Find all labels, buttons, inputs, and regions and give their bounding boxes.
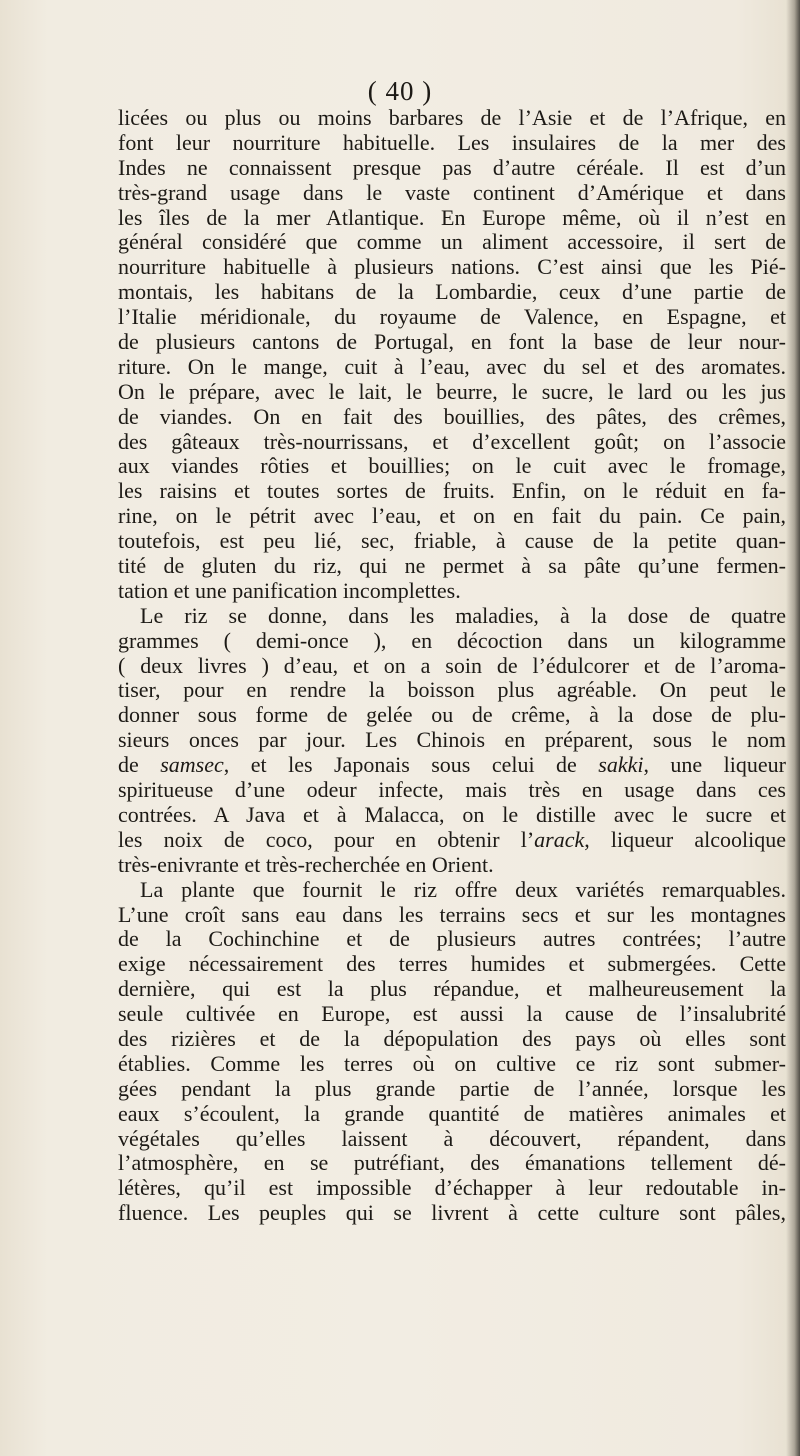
text-line: des gâteaux très-nourrissans, et d’excellent goût; on l’associe bbox=[118, 429, 786, 454]
text-line: tité de gluten du riz, qui ne permet à sa pâte qu’une fermen- bbox=[118, 554, 786, 579]
page-number: ( 40 ) bbox=[367, 76, 433, 106]
text-line: On le prépare, avec le lait, le beurre, le sucre, le lard ou les jus bbox=[118, 379, 786, 404]
text-line: établies. Comme les terres où on cultive ce riz sont submer- bbox=[118, 1051, 786, 1076]
text-line: dernière, qui est la plus répandue, et malheureusement la bbox=[118, 977, 786, 1002]
text-line: nourriture habituelle à plusieurs nations. C’est ainsi que les Pié- bbox=[118, 255, 786, 280]
text-line: Indes ne connaissent presque pas d’autre céréale. Il est d’un bbox=[118, 155, 786, 180]
text-line: montais, les habitans de la Lombardie, ceux d’une partie de bbox=[118, 280, 786, 305]
text-line: riture. On le mange, cuit à l’eau, avec du sel et des aromates. bbox=[118, 354, 786, 379]
text-line: gées pendant la plus grande partie de l’année, lorsque les bbox=[118, 1076, 786, 1101]
text-line: ( deux livres ) d’eau, et on a soin de l’édulcorer et de l’aroma- bbox=[118, 653, 786, 678]
text-line: de plusieurs cantons de Portugal, en font la base de leur nour- bbox=[118, 330, 786, 355]
text-line: toutefois, est peu lié, sec, friable, à cause de la petite quan- bbox=[118, 529, 786, 554]
text-line: sieurs onces par jour. Les Chinois en préparent, sous le nom bbox=[118, 728, 786, 753]
text-line: font leur nourriture habituelle. Les insulaires de la mer des bbox=[118, 130, 786, 155]
text-line: général considéré que comme un aliment accessoire, il sert de bbox=[118, 230, 786, 255]
text-line: grammes ( demi-once ), en décoction dans un kilogramme bbox=[118, 628, 786, 653]
text-line: de la Cochinchine et de plusieurs autres contrées; l’autre bbox=[118, 927, 786, 952]
text-line: aux viandes rôties et bouillies; on le cuit avec le fromage, bbox=[118, 454, 786, 479]
text-line: spiritueuse d’une odeur infecte, mais très en usage dans ces bbox=[118, 778, 786, 803]
text-line: tation et une panification incomplettes. bbox=[118, 578, 461, 603]
text-line: eaux s’écoulent, la grande quantité de matières animales et bbox=[118, 1101, 786, 1126]
text-line: les raisins et toutes sortes de fruits. Enfin, on le réduit en fa- bbox=[118, 479, 786, 504]
text-line: de viandes. On en fait des bouillies, des pâtes, des crêmes, bbox=[118, 404, 786, 429]
text-line: rine, on le pétrit avec l’eau, et on en fait du pain. Ce pain, bbox=[118, 504, 786, 529]
text-line: tiser, pour en rendre la boisson plus agréable. On peut le bbox=[118, 678, 786, 703]
text-line: exige nécessairement des terres humides et submergées. Cette bbox=[118, 952, 786, 977]
body-text bbox=[118, 106, 786, 1226]
text-line: les noix de coco, pour en obtenir l’arack, liqueur alcoolique bbox=[118, 827, 786, 852]
text-line: seule cultivée en Europe, est aussi la cause de l’insalubrité bbox=[118, 1002, 786, 1027]
text-line: létères, qu’il est impossible d’échapper à leur redoutable in- bbox=[118, 1176, 786, 1201]
text-line: Le riz se donne, dans les maladies, à la dose de quatre bbox=[140, 603, 786, 628]
text-line: l’Italie méridionale, du royaume de Valence, en Espagne, et bbox=[118, 305, 786, 330]
text-line: de samsec, et les Japonais sous celui de sakki, une liqueur bbox=[118, 753, 786, 778]
text-line: les îles de la mer Atlantique. En Europe même, où il n’est en bbox=[118, 205, 786, 230]
page-edge-shadow bbox=[786, 0, 800, 1456]
text-line: l’atmosphère, en se putréfiant, des émanations tellement dé- bbox=[118, 1151, 786, 1176]
text-line: L’une croît sans eau dans les terrains secs et sur les montagnes bbox=[118, 902, 786, 927]
text-line: donner sous forme de gelée ou de crême, à la dose de plu- bbox=[118, 703, 786, 728]
text-line: licées ou plus ou moins barbares de l’Asie et de l’Afrique, en bbox=[118, 106, 786, 130]
text-line: La plante que fournit le riz offre deux variétés remarquables. bbox=[140, 877, 786, 902]
text-line: végétales qu’elles laissent à découvert, répandent, dans bbox=[118, 1126, 786, 1151]
text-line: des rizières et de la dépopulation des pays où elles sont bbox=[118, 1026, 786, 1051]
text-line: très-enivrante et très-recherchée en Orient. bbox=[118, 852, 494, 877]
text-line: fluence. Les peuples qui se livrent à cette culture sont pâles, bbox=[118, 1201, 786, 1226]
text-line: contrées. A Java et à Malacca, on le distille avec le sucre et bbox=[118, 802, 786, 827]
text-line: très-grand usage dans le vaste continent d’Amérique et dans bbox=[118, 180, 786, 205]
